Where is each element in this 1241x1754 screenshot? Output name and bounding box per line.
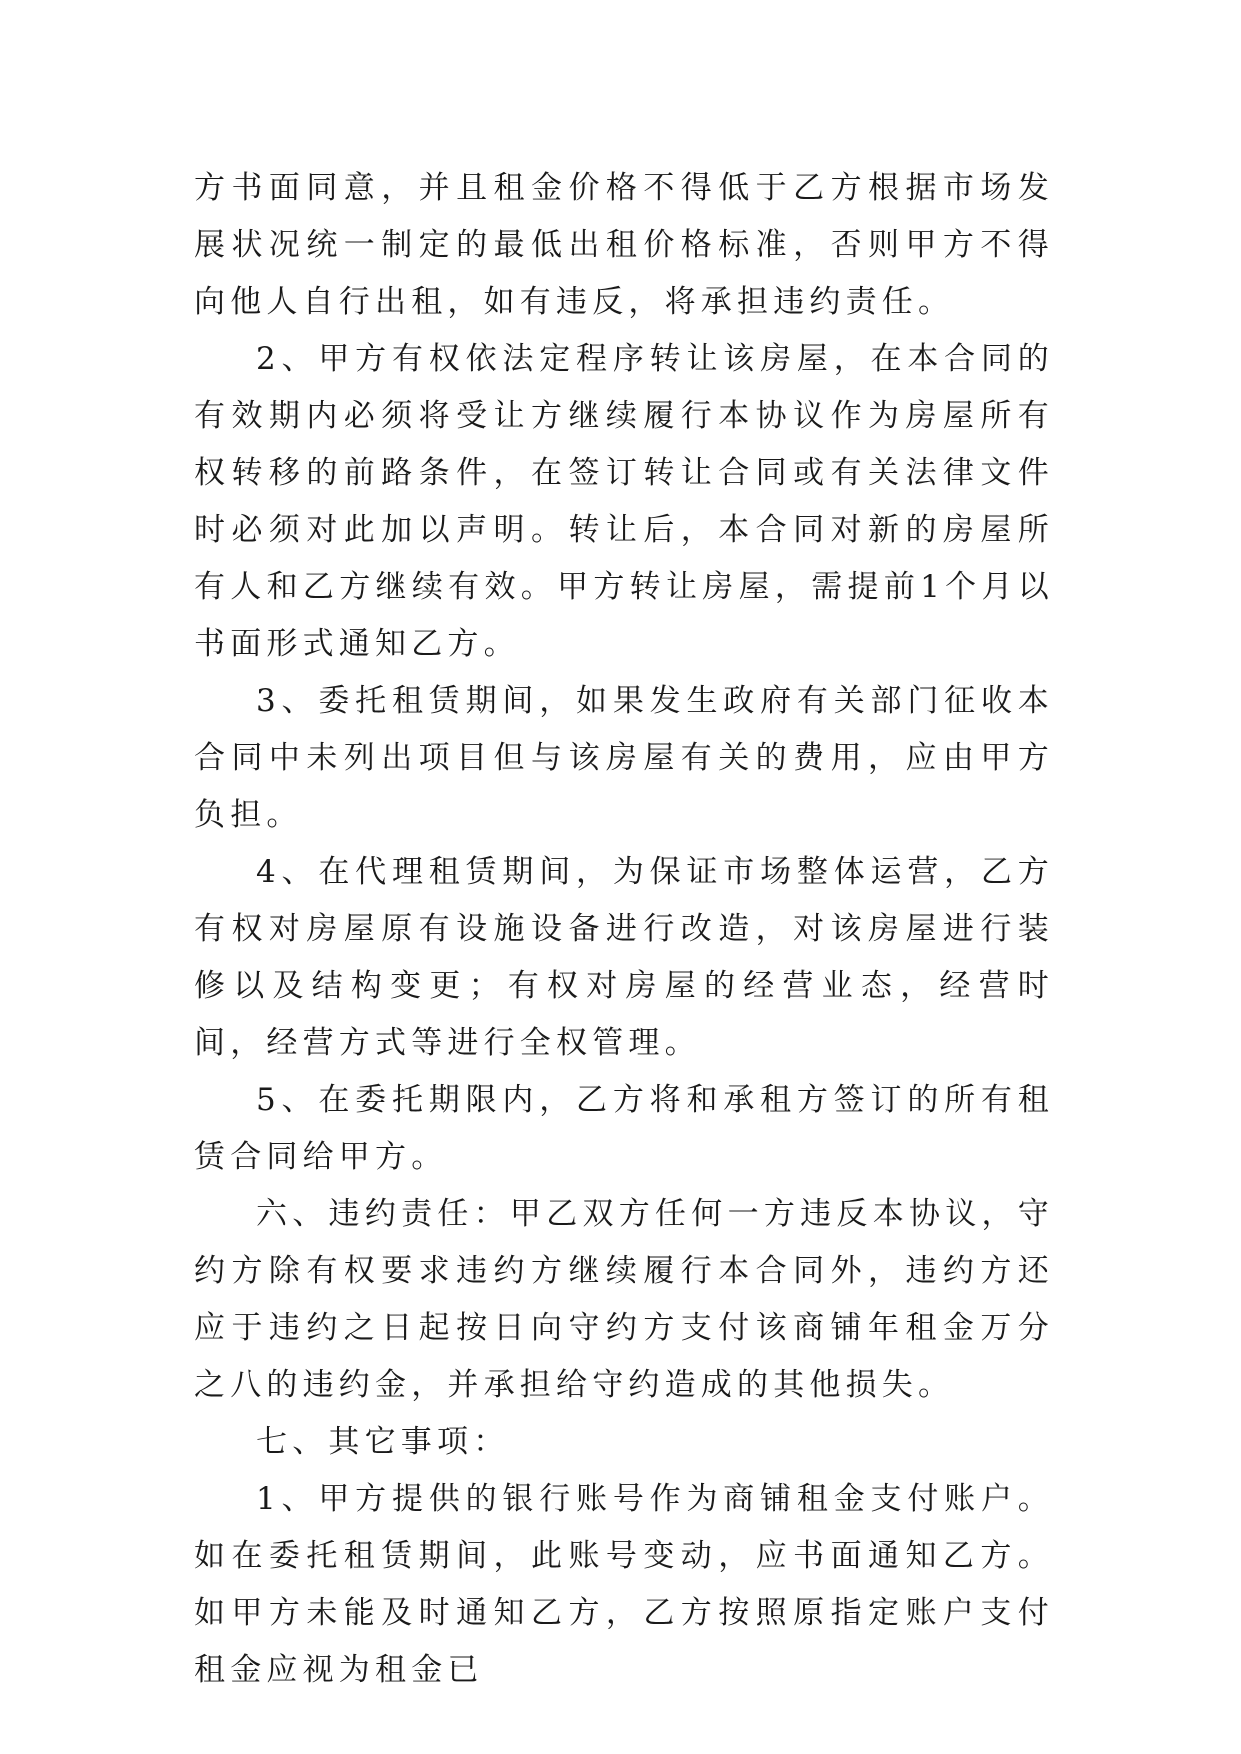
paragraph-continued-clause: 方书面同意，并且租金价格不得低于乙方根据市场发展状况统一制定的最低出租价格标准，否则甲方不得向他人自行出租，如有违反，将承担违约责任。 <box>194 170 1054 320</box>
paragraph-section-7-heading: 七、其它事项： <box>256 1424 510 1460</box>
paragraph-section-6-liability: 六、违约责任：甲乙双方任何一方违反本协议，守约方除有权要求违约方继续履行本合同外，违约方还应于违约之日起按日向守约方支付该商铺年租金万分之八的违约金，并承担给守约造成的其他损失。 <box>194 1196 1054 1403</box>
contract-body-text <box>194 160 1054 1699</box>
paragraph-clause-3-fees: 3、委托租赁期间，如果发生政府有关部门征收本合同中未列出项目但与该房屋有关的费用，应由甲方负担。 <box>194 683 1054 833</box>
paragraph-section-7-item-1: 1、甲方提供的银行账号作为商铺租金支付账户。如在委托租赁期间，此账号变动，应书面通知乙方。如甲方未能及时通知乙方，乙方按照原指定账户支付租金应视为租金已 <box>194 1481 1054 1688</box>
paragraph-clause-5-contracts: 5、在委托期限内，乙方将和承租方签订的所有租赁合同给甲方。 <box>194 1082 1054 1175</box>
paragraph-clause-2-transfer: 2、甲方有权依法定程序转让该房屋，在本合同的有效期内必须将受让方继续履行本协议作为房屋所有权转移的前路条件，在签订转让合同或有关法律文件时必须对此加以声明。转让后，本合同对新的房屋所有人和乙方继续有效。甲方转让房屋，需提前1个月以书面形式通知乙方。 <box>194 341 1054 662</box>
paragraph-clause-4-management: 4、在代理租赁期间，为保证市场整体运营，乙方有权对房屋原有设施设备进行改造，对该房屋进行装修以及结构变更；有权对房屋的经营业态，经营时间，经营方式等进行全权管理。 <box>194 854 1054 1061</box>
